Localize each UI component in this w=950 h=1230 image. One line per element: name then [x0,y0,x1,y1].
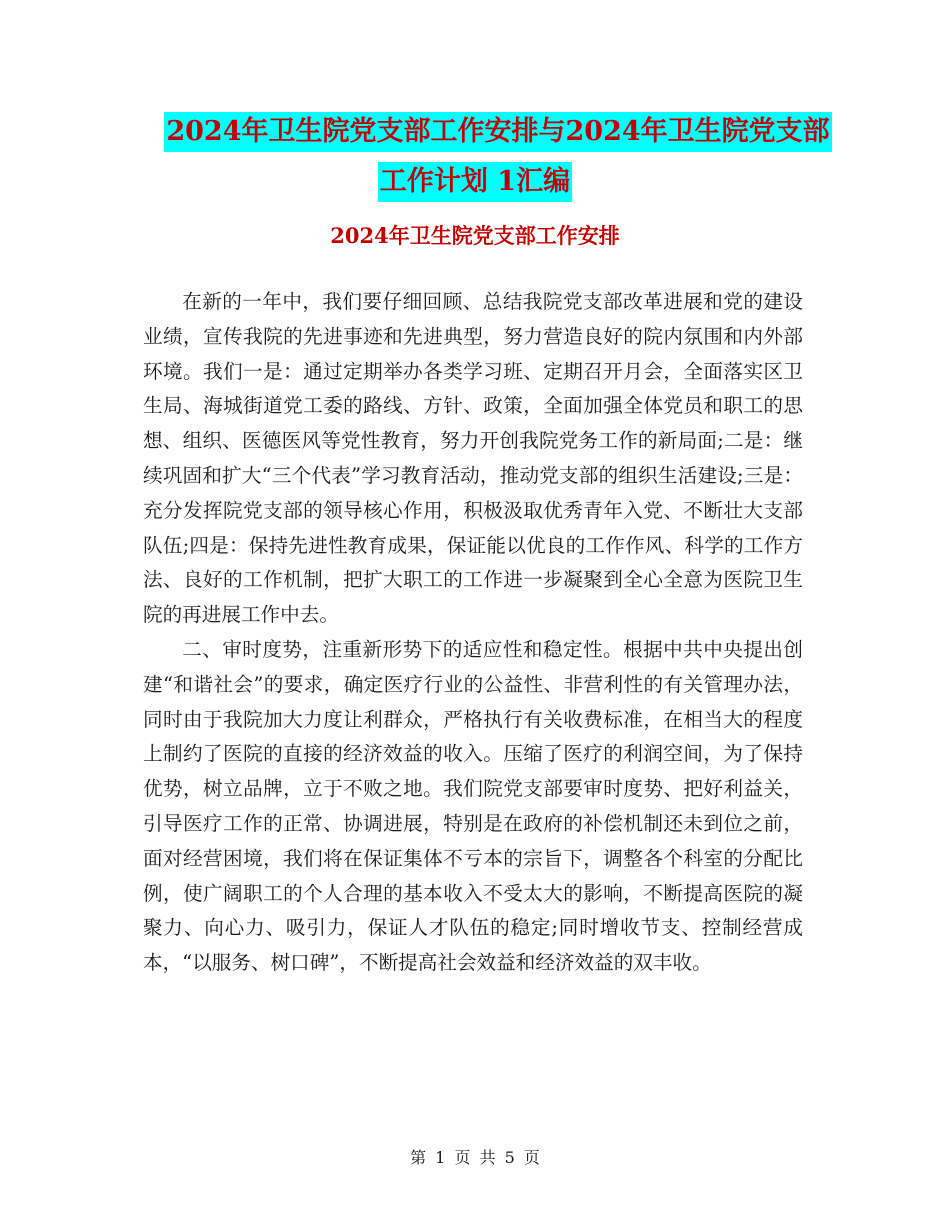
page-footer: 第 1 页 共 5 页 [410,1148,540,1167]
section-heading: 2024年卫生院党支部工作安排 [330,223,620,248]
title-line-1: 2024年卫生院党支部工作安排与2024年卫生院党支部 [164,112,831,152]
title-line-2: 工作计划 1汇编 [378,162,572,202]
paragraph-2: 二、审时度势，注重新形势下的适应性和稳定性。根据中共中央提出创建“和谐社会”的要求，确定医疗行业的公益性、非营利性的有关管理办法，同时由于我院加大力度让利群众，严格执行有关收费标准，在相当大的程度上制约了医院的直接的经济效益的收入。压缩了医疗的利润空间，为了保持优势，树立品牌，立于不败之地。我们院党支部要审时度势、把好利益关，引导医疗工作的正常、协调进展，特别是在政府的补偿机制还未到位之前，面对经营困境，我们将在保证集体不亏本的宗旨下，调整各个科室的分配比例，使广阔职工的个人合理的基本收入不受太大的影响，不断提高医院的凝聚力、向心力、吸引力，保证人才队伍的稳定;同时增收节支、控制经营成本，“以服务、树口碑”，不断提高社会效益和经济效益的双丰收。 [143,637,803,975]
document-title [0,112,950,202]
paragraph-1: 在新的一年中，我们要仔细回顾、总结我院党支部改革进展和党的建设业绩，宣传我院的先进事迹和先进典型，努力营造良好的院内氛围和内外部环境。我们一是：通过定期举办各类学习班、定期召开月会，全面落实区卫生局、海城街道党工委的路线、方针、政策，全面加强全体党员和职工的思想、组织、医德医风等党性教育，努力开创我院党务工作的新局面;二是：继续巩固和扩大“三个代表”学习教育活动，推动党支部的组织生活建设;三是：充分发挥院党支部的领导核心作用，积极汲取优秀青年入党、不断壮大支部队伍;四是：保持先进性教育成果，保证能以优良的工作作风、科学的工作方法、良好的工作机制，把扩大职工的工作进一步凝聚到全心全意为医院卫生院的再进展工作中去。 [143,290,803,627]
body-text [143,285,803,981]
